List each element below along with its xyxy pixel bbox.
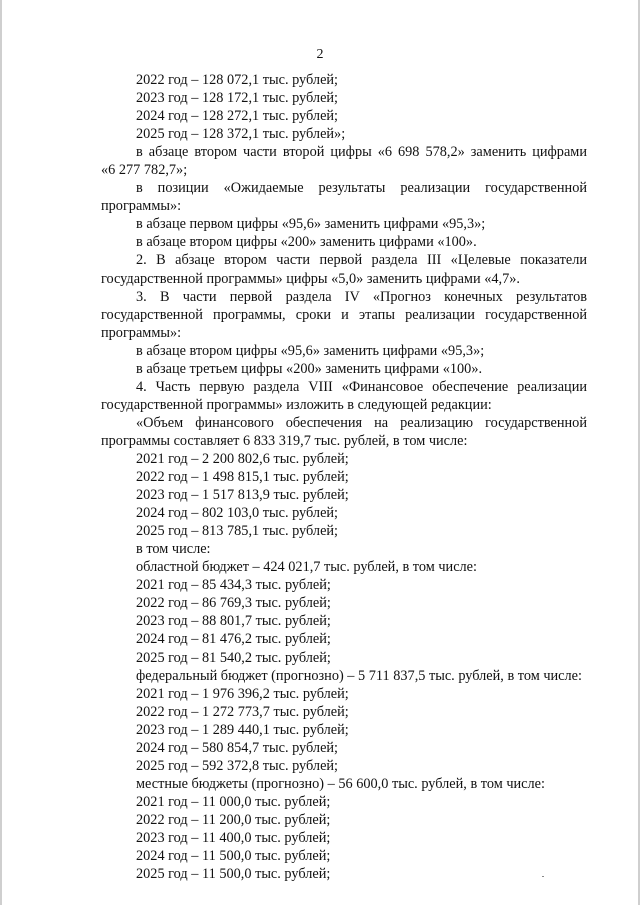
text-line: 2023 год – 11 400,0 тыс. рублей;: [136, 829, 331, 846]
text-line: государственной программы» изложить в следующей редакции:: [101, 396, 492, 413]
text-line: федеральный бюджет (прогнозно) – 5 711 837,5 тыс. рублей, в том числе:: [136, 667, 582, 684]
text-line: «Объем финансового обеспечения на реализацию государственной: [136, 414, 587, 431]
text-line: 2023 год – 1 289 440,1 тыс. рублей;: [136, 721, 349, 738]
text-line: программы составляет 6 833 319,7 тыс. рублей, в том числе:: [101, 432, 468, 449]
text-line: 2022 год – 86 769,3 тыс. рублей;: [136, 595, 331, 612]
text-line: 2021 год – 2 200 802,6 тыс. рублей;: [136, 450, 349, 467]
text-line: в абзаце первом цифры «95,6» заменить цифрами «95,3»;: [136, 216, 486, 233]
text-line: в абзаце втором части второй цифры «6 698 578,2» заменить цифрами: [136, 144, 587, 161]
scan-speck: [542, 876, 544, 877]
text-line: 2024 год – 580 854,7 тыс. рублей;: [136, 739, 339, 756]
text-line: 2021 год – 85 434,3 тыс. рублей;: [136, 577, 331, 594]
text-line: в том числе:: [136, 541, 211, 558]
text-line: государственной программы» цифры «5,0» заменить цифрами «4,7».: [101, 270, 520, 287]
text-line: 2024 год – 802 103,0 тыс. рублей;: [136, 505, 339, 522]
page-number: 2: [316, 47, 324, 62]
text-line: в позиции «Ожидаемые результаты реализации государственной: [136, 180, 587, 197]
text-line: в абзаце втором цифры «200» заменить цифрами «100».: [136, 234, 477, 251]
text-line: программы»:: [101, 324, 182, 341]
text-line: 2023 год – 1 517 813,9 тыс. рублей;: [136, 487, 349, 504]
text-line: 2022 год – 1 272 773,7 тыс. рублей;: [136, 703, 349, 720]
text-line: в абзаце втором цифры «95,6» заменить цифрами «95,3»;: [136, 342, 485, 359]
text-line: 2025 год – 813 785,1 тыс. рублей;: [136, 523, 339, 540]
text-line: 2024 год – 81 476,2 тыс. рублей;: [136, 631, 331, 648]
text-line: 2025 год – 128 372,1 тыс. рублей»;: [136, 126, 346, 143]
text-line: 2021 год – 1 976 396,2 тыс. рублей;: [136, 685, 349, 702]
text-line: областной бюджет – 424 021,7 тыс. рублей, в том числе:: [136, 559, 477, 576]
text-line: 2023 год – 128 172,1 тыс. рублей;: [136, 90, 339, 107]
text-line: программы»:: [101, 198, 182, 215]
text-line: «6 277 782,7»;: [101, 162, 188, 179]
text-line: 2022 год – 11 200,0 тыс. рублей;: [136, 811, 331, 828]
text-line: 2021 год – 11 000,0 тыс. рублей;: [136, 793, 331, 810]
text-line: местные бюджеты (прогнозно) – 56 600,0 тыс. рублей, в том числе:: [136, 775, 545, 792]
text-line: 2024 год – 11 500,0 тыс. рублей;: [136, 848, 331, 865]
text-line: государственной программы, сроки и этапы реализации государственной: [101, 306, 587, 323]
text-line: 2025 год – 11 500,0 тыс. рублей;: [136, 866, 331, 883]
text-line: 2025 год – 81 540,2 тыс. рублей;: [136, 649, 331, 666]
document-body: [101, 71, 587, 883]
text-line: в абзаце третьем цифры «200» заменить цифрами «100».: [136, 360, 483, 377]
text-line: 2024 год – 128 272,1 тыс. рублей;: [136, 108, 339, 125]
text-line: 2022 год – 1 498 815,1 тыс. рублей;: [136, 469, 349, 486]
text-line: 2022 год – 128 072,1 тыс. рублей;: [136, 72, 339, 88]
text-line: 2025 год – 592 372,8 тыс. рублей;: [136, 757, 339, 774]
text-line: 3. В части первой раздела IV «Прогноз конечных результатов: [136, 288, 587, 305]
text-line: 2023 год – 88 801,7 тыс. рублей;: [136, 613, 331, 630]
text-line: 4. Часть первую раздела VIII «Финансовое обеспечение реализации: [136, 378, 587, 395]
text-line: 2. В абзаце втором части первой раздела III «Целевые показатели: [136, 252, 587, 269]
